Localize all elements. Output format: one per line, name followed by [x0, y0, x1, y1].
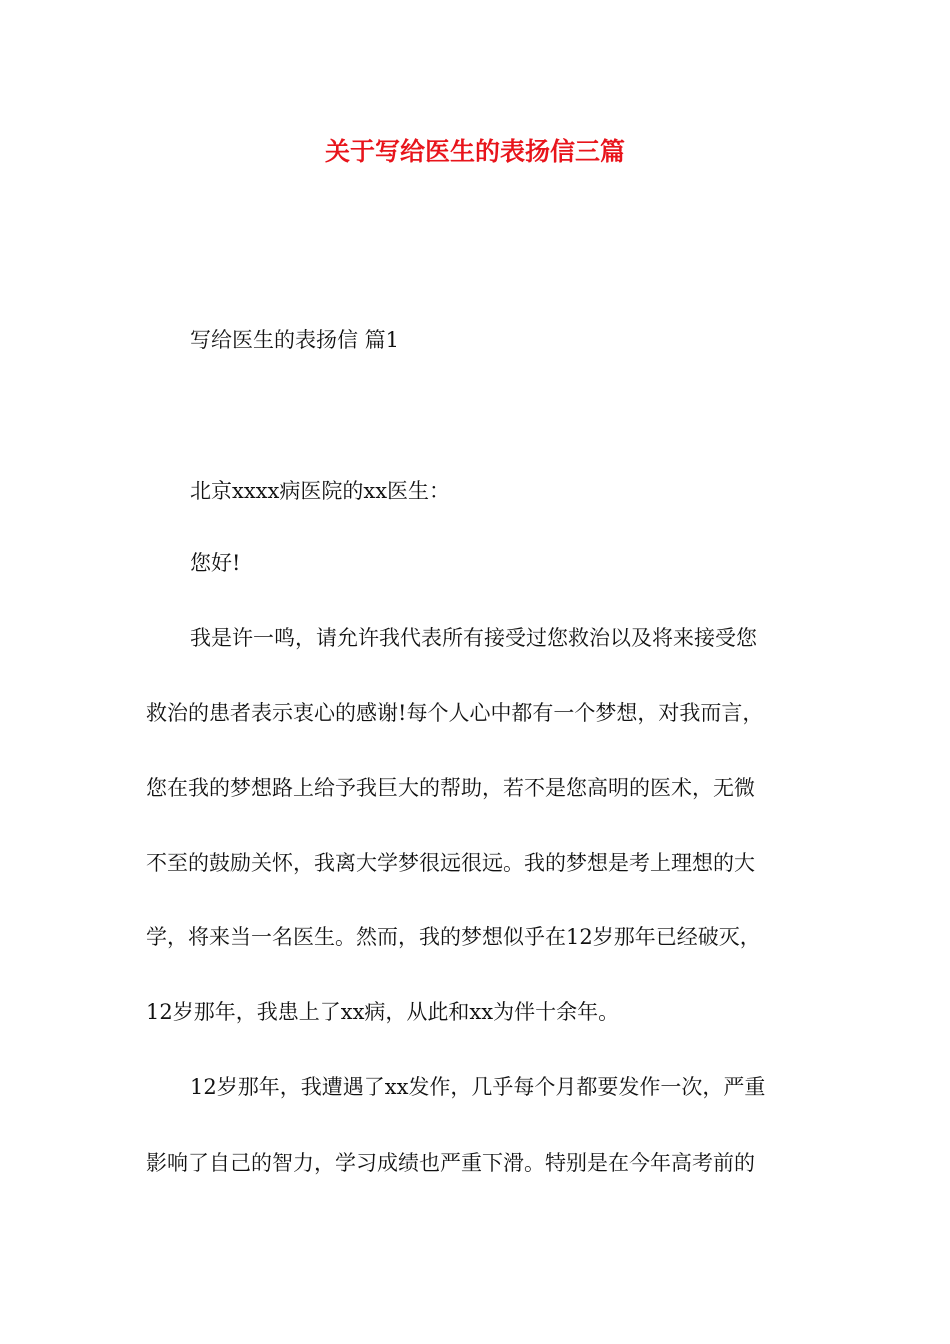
paragraph-1-line-3: 您在我的梦想路上给予我巨大的帮助，若不是您高明的医术，无微	[146, 776, 755, 800]
paragraph-2-line-1: 12岁那年，我遭遇了xx发作，几乎每个月都要发作一次，严重	[190, 1075, 766, 1099]
paragraph-1-line-6: 12岁那年，我患上了xx病，从此和xx为伴十余年。	[146, 1000, 620, 1024]
paragraph-1-line-5: 学，将来当一名医生。然而，我的梦想似乎在12岁那年已经破灭，	[146, 925, 761, 949]
paragraph-2-line-2: 影响了自己的智力，学习成绩也严重下滑。特别是在今年高考前的	[146, 1151, 755, 1175]
paragraph-1-line-2: 救治的患者表示衷心的感谢!每个人心中都有一个梦想，对我而言，	[146, 701, 764, 725]
paragraph-1-line-4: 不至的鼓励关怀，我离大学梦很远很远。我的梦想是考上理想的大	[146, 851, 755, 875]
section-heading: 写给医生的表扬信 篇1	[190, 328, 400, 352]
paragraph-1-line-1: 我是许一鸣，请允许我代表所有接受过您救治以及将来接受您	[190, 626, 757, 650]
salutation: 北京xxxx病医院的xx医生：	[190, 479, 451, 503]
document-title: 关于写给医生的表扬信三篇	[324, 137, 625, 166]
greeting: 您好!	[190, 551, 241, 575]
